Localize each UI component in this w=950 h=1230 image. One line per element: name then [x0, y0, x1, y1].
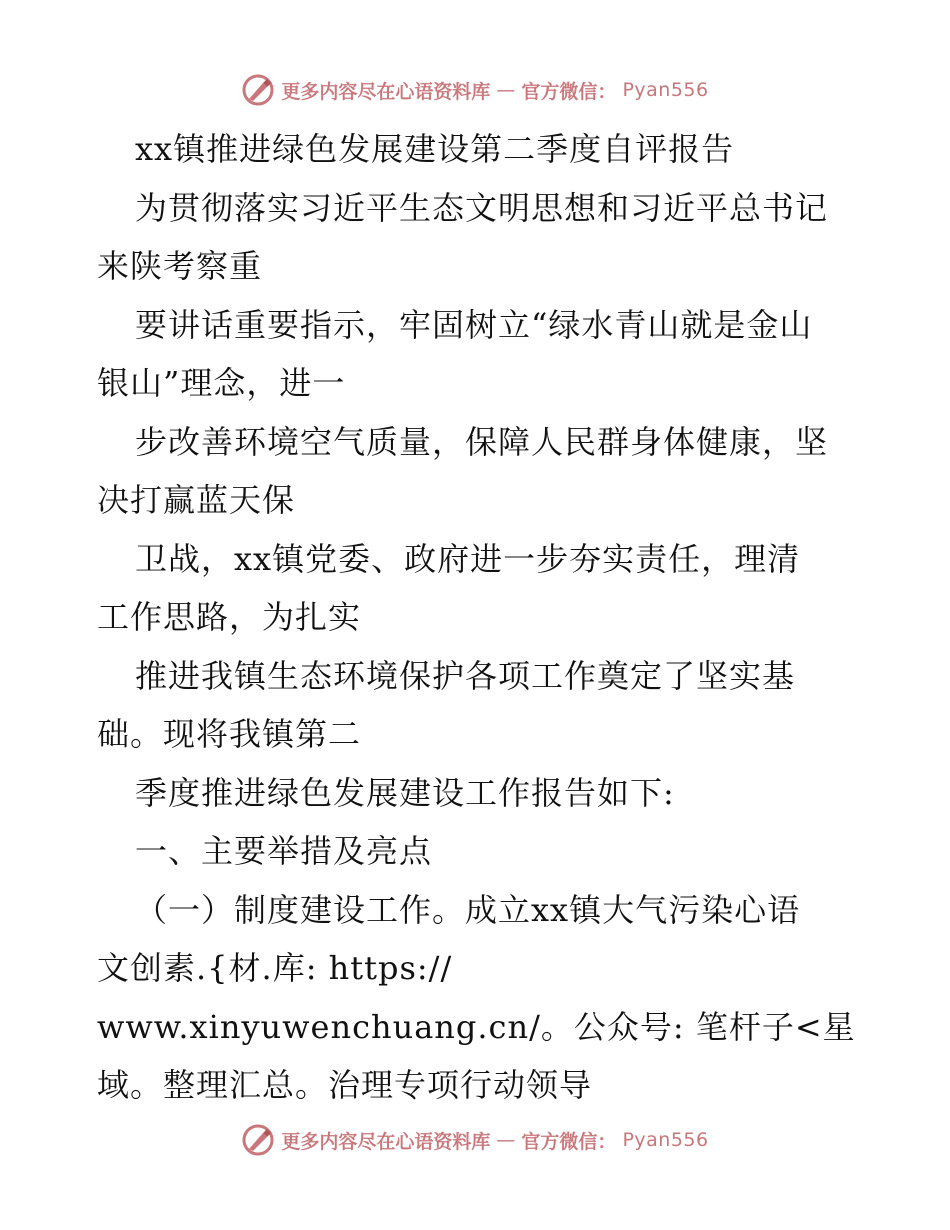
text-line: 为贯彻落实习近平生态文明思想和习近平总书记: [135, 188, 829, 227]
text-line: 来陕考察重: [97, 247, 263, 285]
text-line: 步改善环境空气质量，保障人民群身体健康，坚: [135, 422, 829, 461]
watermark-account-id: Pyan556: [622, 79, 709, 101]
watermark-text: 更多内容尽在心语资料库: [281, 1130, 491, 1153]
text-line: 工作思路，为扎实: [97, 598, 362, 636]
watermark-footer: [0, 1120, 950, 1160]
subsection-heading: （一）制度建设工作。成立xx镇大气污染心语: [135, 890, 801, 929]
watermark-account-label: 官方微信：: [521, 80, 617, 103]
text-line: 季度推进绿色发展建设工作报告如下:: [135, 773, 675, 812]
text-line: 域。整理汇总。治理专项行动领导: [97, 1066, 593, 1104]
watermark-text: 更多内容尽在心语资料库: [281, 80, 491, 103]
pen-logo-icon: [241, 1123, 275, 1157]
section-heading: 一、主要举措及亮点: [135, 832, 433, 870]
document-body: [97, 120, 857, 1115]
watermark-account-label: 官方微信：: [521, 1130, 617, 1153]
watermark-separator: —: [496, 1129, 516, 1151]
watermark-header: [0, 70, 950, 110]
text-line: 文创素.{材.库: https://: [97, 949, 453, 987]
document-title: xx镇推进绿色发展建设第二季度自评报告: [135, 130, 735, 168]
text-line: 要讲话重要指示，牢固树立“绿水青山就是金山: [135, 305, 813, 344]
text-line-url: www.xinyuwenchuang.cn/。公众号: 笔杆子<星: [97, 1007, 856, 1046]
text-line: 银山”理念，进一: [97, 364, 346, 402]
text-line: 决打赢蓝天保: [97, 481, 296, 519]
text-line: 础。现将我镇第二: [97, 715, 362, 753]
pen-logo-icon: [241, 73, 275, 107]
watermark-separator: —: [496, 79, 516, 101]
watermark-account-id: Pyan556: [622, 1129, 709, 1151]
text-line: 推进我镇生态环境保护各项工作奠定了坚实基: [135, 656, 796, 695]
text-line: 卫战，xx镇党委、政府进一步夯实责任，理清: [135, 539, 801, 578]
